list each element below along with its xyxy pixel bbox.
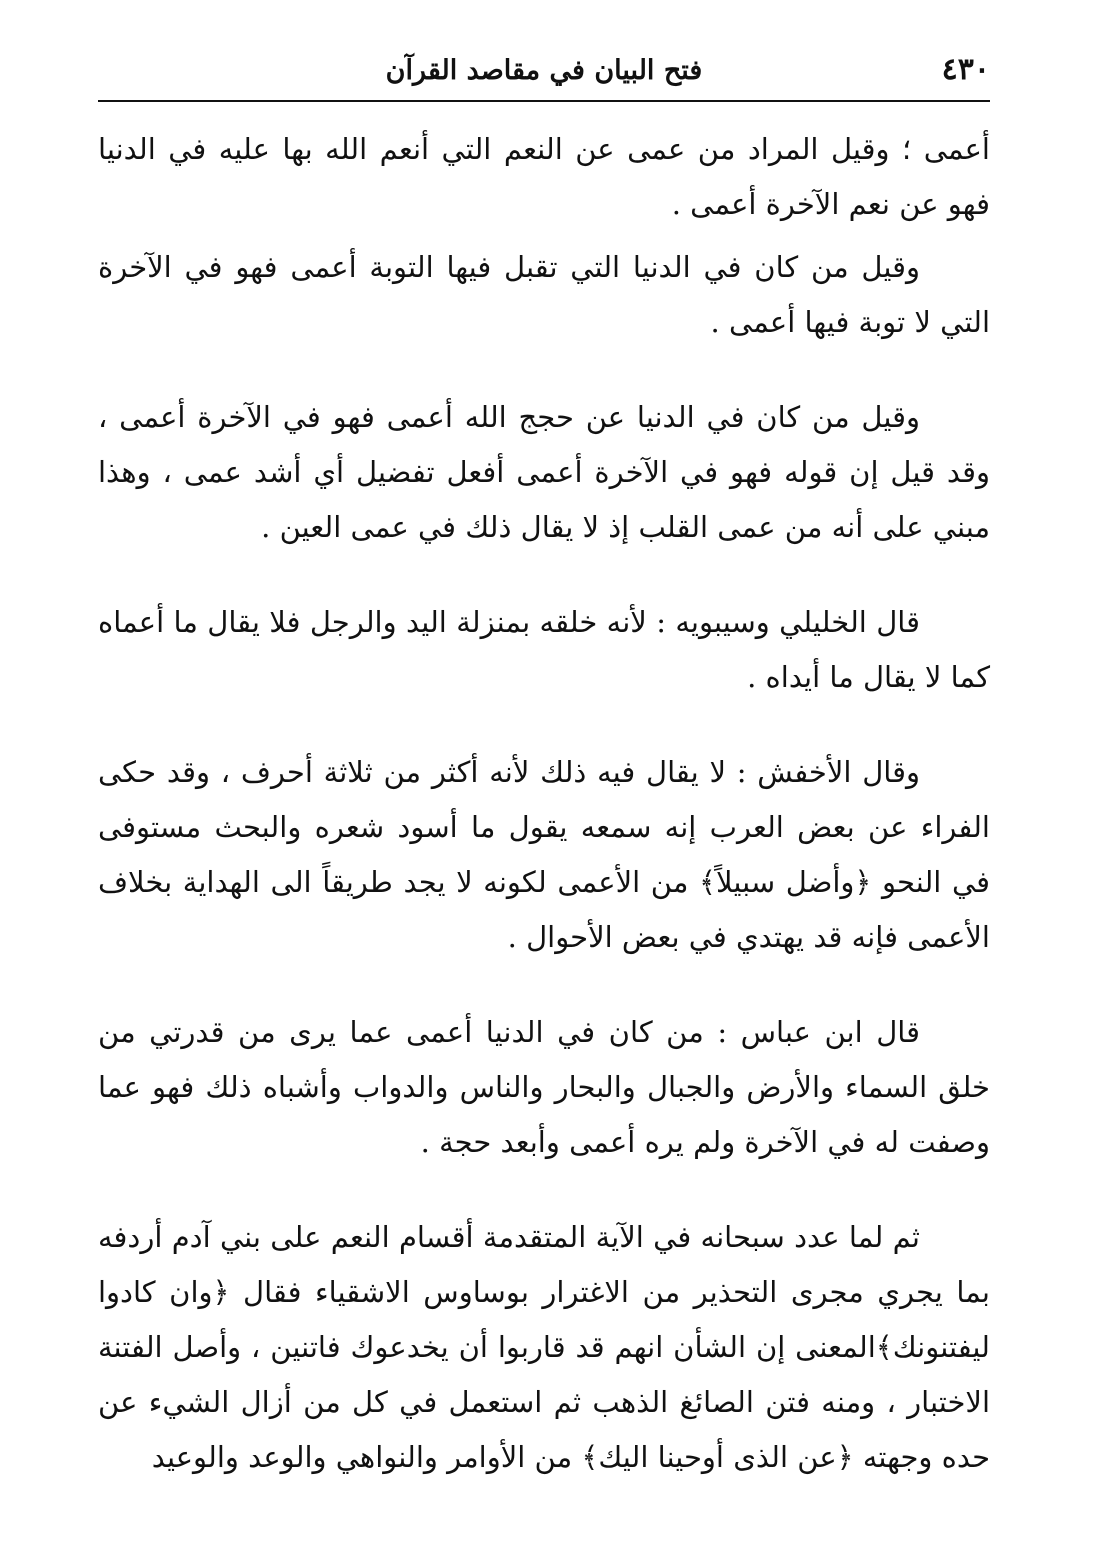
paragraph-6: قال ابن عباس : من كان في الدنيا أعمى عما يرى من قدرتي من خلق السماء والأرض والجبال والبحار والناس والدواب وأشباه ذلك فهو عما وصفت له في الآخرة ولم يره أعمى وأبعد حجة . xyxy=(98,1015,990,1159)
paragraph-5: وقال الأخفش : لا يقال فيه ذلك لأنه أكثر من ثلاثة أحرف ، وقد حكى الفراء عن بعض العرب إنه سمعه يقول ما أسود شعره والبحث مستوفى في النحو ﴿وأضل سبيلاً﴾ من الأعمى لكونه لا يجد طريقاً الى الهداية بخلاف الأعمى فإنه قد يهتدي في بعض الأحوال . xyxy=(98,755,990,954)
paragraph-3: وقيل من كان في الدنيا عن حجج الله أعمى فهو في الآخرة أعمى ، وقد قيل إن قوله فهو في الآخرة أعمى أفعل تفضيل أي أشد عمى ، وهذا مبني على أنه من عمى القلب إذ لا يقال ذلك في عمى العين . xyxy=(98,400,990,544)
paragraph-4: قال الخليلي وسيبويه : لأنه خلقه بمنزلة اليد والرجل فلا يقال ما أعماه كما لا يقال ما أيداه . xyxy=(98,605,990,694)
page-number: ٤٣٠ xyxy=(941,52,990,87)
paragraph-1: أعمى ؛ وقيل المراد من عمى عن النعم التي أنعم الله بها عليه في الدنيا فهو عن نعم الآخرة أعمى . xyxy=(98,132,990,221)
body-text xyxy=(98,122,990,1485)
header-divider xyxy=(98,100,990,102)
paragraph-7: ثم لما عدد سبحانه في الآية المتقدمة أقسام النعم على بني آدم أردفه بما يجري مجرى التحذير من الاغترار بوساوس الاشقياء فقال ﴿وان كادوا ليفتنونك﴾المعنى إن الشأن انهم قد قاربوا أن يخدعوك فاتنين ، وأصل الفتنة الاختبار ، ومنه فتن الصائغ الذهب ثم استعمل في كل من أزال الشيء عن حده وجهته ﴿عن الذى أوحينا اليك﴾ من الأوامر والنواهي والوعد والوعيد xyxy=(98,1220,990,1474)
page-header xyxy=(98,50,990,98)
paragraph-2: وقيل من كان في الدنيا التي تقبل فيها التوبة أعمى فهو في الآخرة التي لا توبة فيها أعمى . xyxy=(98,250,990,339)
running-title: فتح البيان في مقاصد القرآن xyxy=(385,55,703,86)
